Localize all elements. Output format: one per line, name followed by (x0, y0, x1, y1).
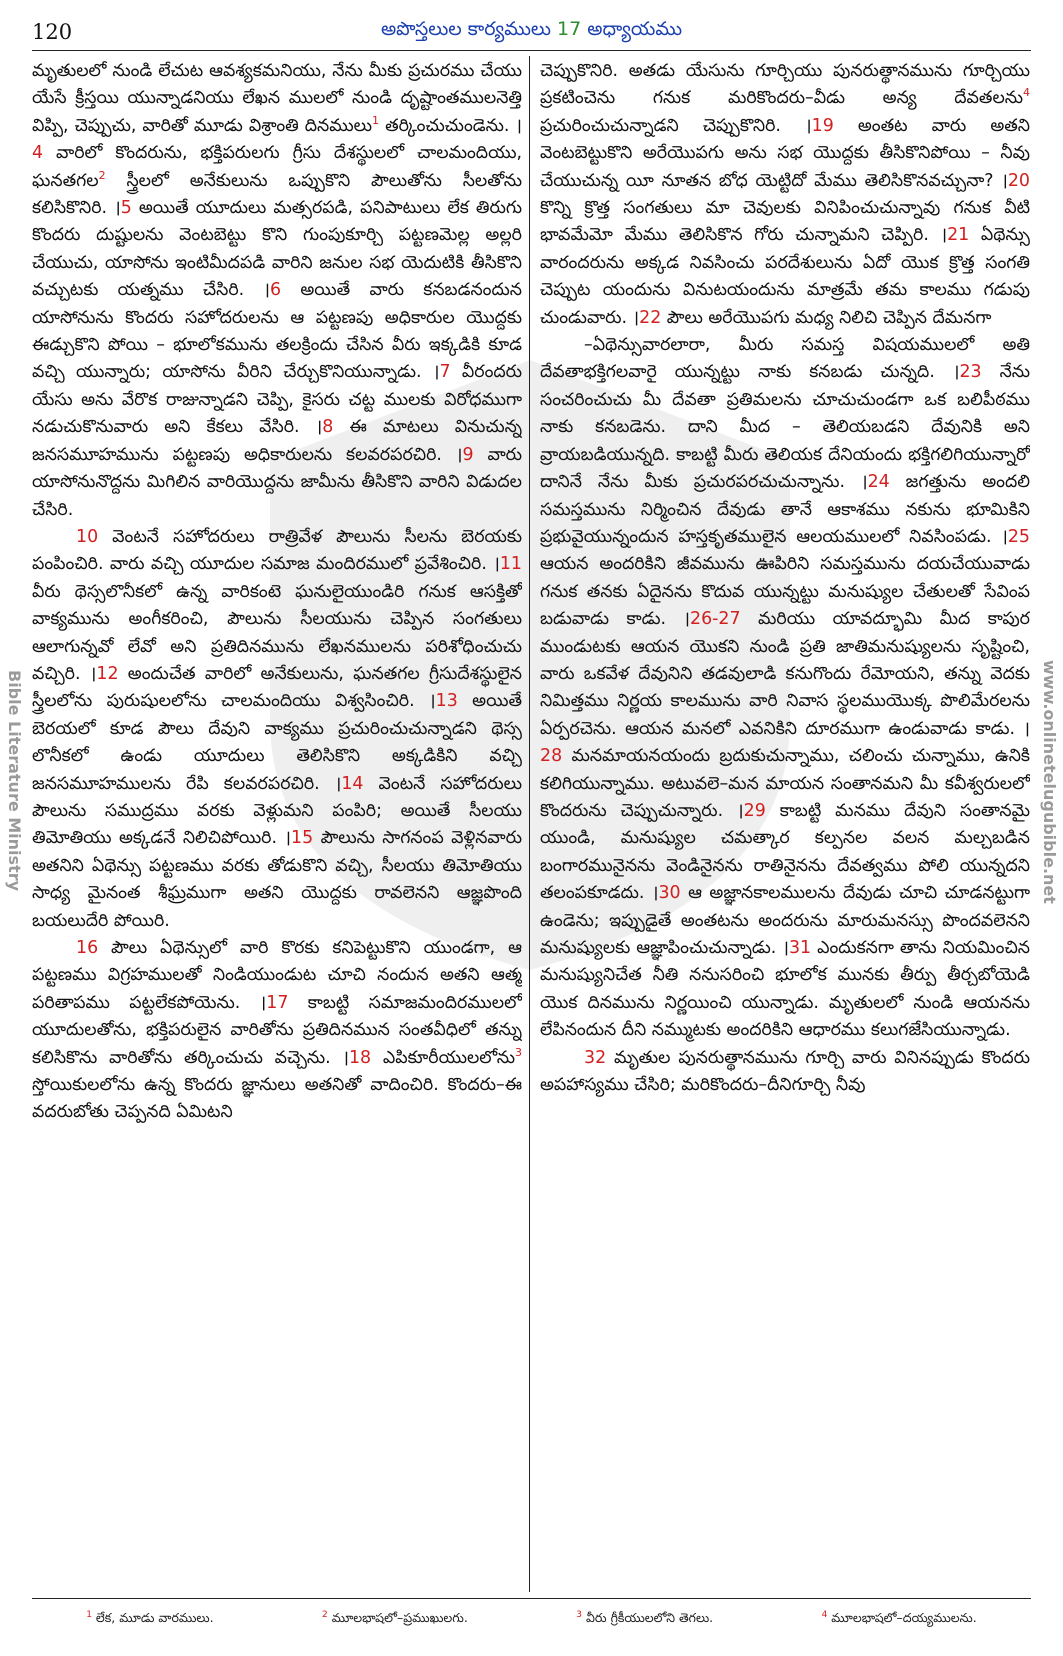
verse-number: 13 (435, 691, 458, 712)
verse-number: 5 (120, 198, 132, 219)
left-column (32, 58, 522, 1592)
verse-number: 12 (96, 663, 119, 684)
footnote-number: 4 (821, 1610, 828, 1620)
book-title: అపొస్తలుల కార్యములు (380, 18, 551, 40)
verse-number: 10 (76, 526, 99, 547)
column-divider (529, 56, 530, 1592)
verse-text: అందుచేత వారిలో అనేకులును, ఘనతగల గ్రీసుదేశస్థులైన స్త్రీలలోను పురుషులలోను చాలమందియు విశ్వసించిరి. । (32, 663, 522, 712)
paragraph (32, 58, 522, 524)
verse-text: ప్రచురించుచున్నాడని చెప్పుకొనిరి. । (540, 115, 812, 136)
verse-text: పౌలు అరేయొపగు మధ్య నిలిచి చెప్పిన దేమనగా (661, 307, 992, 328)
verse-text: –ఏథెన్సువారలారా, మీరు సమస్త విషయములలో అతి దేవతాభక్తిగలవారై యున్నట్టు నాకు కనబడు చున్నది. । (540, 335, 1030, 383)
side-label-left: Bible Literature Ministry (5, 670, 24, 892)
footer-rule (32, 1598, 1031, 1599)
verse-text: వెంటనే సహోదరులు రాత్రివేళ పౌలును సీలను బెరయకు పంపించిరి. వారు వచ్చి యూదుల సమాజ మందిరములో ప్రవేశించిరి. । (32, 526, 522, 575)
verse-number: 7 (439, 362, 451, 383)
verse-text: కాబట్టి మనము దేవుని సంతానమై యుండి, మనుష్యుల చమత్కార కల్పనల వలన మల్చబడిన బంగారమునైనను వెండినైనను రాతినైనను దేవత్వము పోలి యున్నదని తలంపకూడదు. । (540, 800, 1030, 904)
verse-text: స్తోయికులలోను ఉన్న కొందరు జ్ఞానులు అతనితో వాదించిరి. కొందరు–ఈ వదరుబోతు చెప్పనది ఏమిటని (32, 1075, 522, 1123)
side-label-right: www.onlinetelugubible.net (1040, 660, 1059, 904)
footnote-marker: 3 (514, 1045, 522, 1059)
verse-number: 26-27 (690, 609, 741, 630)
verse-number: 15 (291, 828, 314, 849)
verse-text: స్త్రీలలో అనేకులును ఒప్పుకొని పౌలుతోను సీలతోను కలిసికొనిరి. । (32, 170, 522, 219)
verse-text: పౌలు ఏథెన్సులో వారి కొరకు కనిపెట్టుకొని యుండగా, ఆ పట్టణము విగ్రహములతో నిండియుండుట చూచి నందున అతని ఆత్మ పరితాపము పట్టలేకపోయెను. । (32, 938, 522, 1013)
verse-number: 29 (743, 800, 766, 821)
verse-number: 30 (658, 883, 681, 904)
verse-text: మృతుల పునరుత్థానమును గూర్చి వారు వినినప్పుడు కొందరు అపహాస్యము చేసిరి; మరికొందరు–దీనిగూర్చి నీవు (540, 1047, 1030, 1096)
chapter-number: 17 (557, 18, 582, 40)
verse-number: 25 (1007, 526, 1030, 547)
verse-text: కొన్ని క్రొత్త సంగతులు మా చెవులకు వినిపించుచున్నావు గనుక వీటి భావమేమో మేము తెలిసికొన గోరు చున్నామని చెప్పిరి. । (540, 198, 1030, 246)
verse-text: ఎందుకనగా తాను నియమించిన మనుష్యునిచేత నీతి ననుసరించి భూలోక మునకు తీర్పు తీర్చబోయెడి యొక దినమును నిర్ణయించి యున్నాడు. మృతులలో నుండి ఆయనను లేపినందున దీని నమ్ముటకు అందరికిని ఆధారము కలుగజేసియున్నాడు. (540, 938, 1030, 1041)
footnote-marker: 4 (1023, 86, 1030, 100)
verse-number: 20 (1007, 170, 1030, 191)
footnote-text: లేక, మూడు వారములు. (91, 1610, 214, 1626)
paragraph (540, 58, 1030, 332)
verse-number: 17 (266, 992, 289, 1013)
paragraph (540, 1045, 1030, 1100)
running-title (0, 18, 1063, 45)
footnote-marker: 2 (98, 168, 106, 182)
footnote-number: 3 (576, 1610, 583, 1620)
verse-text: అయితే యూదులు మత్సరపడి, పనిపాటులు లేక తిరుగు కొందరు దుష్టులను వెంటబెట్టు కొని గుంపుకూర్చి పట్టణమెల్ల అల్లరి చేయుచు, యాసోను ఇంటిమీదపడి వారిని జనుల సభ యెదుటికి తీసికొని వచ్చుటకు యత్నము చేసిరి. । (32, 198, 522, 301)
verse-number: 16 (76, 938, 99, 958)
verse-number: 11 (499, 554, 522, 575)
verse-text: అంతట వారు అతని వెంటబెట్టుకొని అరేయొపగు అను సభ యొద్దకు తీసికొనిపోయి – నీవు చేయుచున్న యీ నూతన బోధ యెట్టిదో మేము తెలిసికొనవచ్చునా? । (540, 115, 1030, 191)
verse-number: 21 (947, 225, 970, 246)
footnote (322, 1610, 468, 1629)
footnote-number: 2 (322, 1610, 328, 1620)
header-rule (32, 50, 1031, 51)
verse-text: మృతులలో నుండి లేచుట ఆవశ్యకమనియు, నేను మీకు ప్రచురము చేయు యేసే క్రీస్తయి యున్నాడనియు లేఖన ములలో నుండి దృష్టాంతములనెత్తి విప్పి, చెప్పుచు, వారితో మూడు విశ్రాంతి దినములు (32, 61, 522, 136)
footnote-text: వీరు గ్రీకీయులలోని తెగలు. (582, 1610, 714, 1626)
verse-text: జగత్తును అందలి సమస్తమును నిర్మించిన దేవుడు తానే ఆకాశము నకును భూమికిని ప్రభువైయున్నందున హస్తకృతములైన ఆలయములలో నివసింపడు. । (540, 472, 1030, 547)
verse-text: ఈ మాటలు వినుచున్న జనసమూహమును పట్టణపు అధికారులను కలవరపరచిరి. । (32, 417, 522, 465)
verse-number: 18 (348, 1047, 372, 1068)
footnote-marker: 1 (372, 114, 380, 128)
footnote-text: మూలభాషలో–ప్రముఖులగు. (327, 1610, 468, 1626)
verse-number: 31 (788, 938, 812, 958)
footnote-text: మూలభాషలో–దయ్యములను. (827, 1610, 977, 1626)
paragraph (540, 332, 1030, 1045)
verse-text: వారు యాసోనునొద్దను మిగిలిన వారియొద్దను జామీను తీసికొని వారిని విడుదల చేసిరి. (32, 444, 522, 520)
verse-number: 22 (639, 307, 662, 328)
verse-text: ఎపికూరీయులలోను (371, 1047, 515, 1068)
verse-text: చెప్పుకొనిరి. అతడు యేసును గూర్చియు పునరుత్థానమును గూర్చియు ప్రకటించెను గనుక మరికొందరు–వీడు అన్య దేవతలను (540, 61, 1030, 109)
footnotes (32, 1610, 1031, 1629)
verse-number: 14 (341, 773, 364, 794)
footnote (822, 1610, 977, 1629)
paragraph (32, 524, 522, 935)
page-number: 120 (32, 20, 73, 44)
verse-text: పౌలును సాగనంప వెళ్లినవారు అతనిని ఏథెన్సు పట్టణము వరకు తోడుకొని వచ్చి, సీలయు తిమోతియు సాధ్య మైనంత శీఘ్రముగా అతని యొద్దకు రావలెనని ఆజ్ఞపొంది బయలుదేరి పోయిరి. (32, 828, 522, 931)
verse-text: వీరు థెస్సలొనీకలో ఉన్న వారికంటె ఘనులైయుండిరి గనుక ఆసక్తితో వాక్యమును అంగీకరించి, పౌలును సీలయును చెప్పిన సంగతులు ఆలాగున్నవో లేవో అని ప్రతిదినమును లేఖనములను పరిశోధించుచు వచ్చిరి. । (32, 581, 522, 684)
right-column (540, 58, 1030, 1592)
verse-number: 4 (32, 143, 44, 164)
verse-text: కాబట్టి సమాజమందిరములలో యూదులతోను, భక్తిపరులైన వారితోను ప్రతిదినమున సంతవీధిలో తన్ను కలిసికొను వారితోను తర్కించుచు వచ్చెను. । (32, 992, 522, 1068)
verse-number: 9 (462, 444, 474, 465)
chapter-word: అధ్యాయము (587, 18, 683, 40)
verse-text: వారిలో కొందరును, భక్తిపరులగు గ్రీసు దేశస్థులలో చాలమందియు, ఘనతగల (32, 143, 522, 191)
verse-text: మనమాయనయందు బ్రదుకుచున్నాము, చలించు చున్నాము, ఉనికి కలిగియున్నాము. అటువలె–మన మాయన సంతానమని మీ కవీశ్వరులలో కొందరును చెప్పుచున్నారు. । (540, 746, 1030, 821)
verse-number: 32 (584, 1047, 607, 1068)
verse-number: 24 (867, 472, 890, 493)
verse-text: వీరందరు యేసు అను వేరొక రాజున్నాడని చెప్పి, కైసరు చట్ట ములకు విరోధముగా నడుచుకొనువారు అని కేకలు వేసిరి. । (32, 362, 522, 438)
verse-text: అయితే వారు కనబడనందున యాసోనును కొందరు సహోదరులను ఆ పట్టణపు అధికారుల యొద్దకు ఈడ్చుకొని పోయి – భూలోకమును తలక్రిందు చేసిన వీరు ఇక్కడికి కూడ వచ్చి యున్నారు; యాసోను వీరిని చేర్చుకొనియున్నాడు. । (32, 280, 522, 383)
verse-text: ఆ అజ్ఞానకాలములను దేవుడు చూచి చూడనట్టుగా ఉండెను; ఇప్పుడైతే అంతటను అందరును మారుమనస్సు పొందవలెనని మనుష్యులకు ఆజ్ఞాపించుచున్నాడు. । (540, 883, 1030, 958)
verse-text: ఏథెన్సు వారందరును అక్కడ నివసించు పరదేశులును ఏదో యొక క్రొత్త సంగతి చెప్పుట యందును వినుటయందును మాత్రమే తమ కాలము గడుపు చుండువారు. । (540, 225, 1030, 328)
footnote-number: 1 (86, 1610, 92, 1620)
verse-number: 28 (540, 746, 563, 767)
paragraph (32, 935, 522, 1127)
verse-number: 6 (270, 280, 282, 301)
verse-number: 19 (811, 115, 834, 136)
verse-number: 8 (322, 417, 334, 438)
verse-number: 23 (959, 362, 982, 383)
footnote (576, 1610, 713, 1629)
verse-text: వెంటనే సహోదరులు పౌలును సముద్రము వరకు వెళ్లుమని పంపిరి; అయితే సీలయు తిమోతియు అక్కడనే నిలిచిపోయిరి. । (32, 773, 522, 849)
verse-text: తర్కించుచుండెను. । (379, 115, 522, 136)
verse-text: నేను సంచరించుచు మీ దేవతా ప్రతిమలను చూచుచుండగా ఒక బలిపీఠము నాకు కనబడెను. దాని మీద – తెలియబడని దేవునికి అని వ్రాయబడియున్నది. కాబట్టి మీరు తెలియక దేనియందు భక్తిగలిగియున్నారో దానినే నేను మీకు ప్రచురపరచుచున్నాను. । (540, 362, 1030, 493)
verse-text: ఆయన అందరికిని జీవమును ఊపిరిని సమస్తమును దయచేయువాడు గనుక తనకు ఏదైనను కొదువ యున్నట్టు మనుష్యుల చేతులతో సేవింప బడువాడు కాడు. । (540, 554, 1030, 630)
footnote (86, 1610, 213, 1629)
verse-text: అయితే బెరయలో కూడ పౌలు దేవుని వాక్యము ప్రచురించుచున్నాడని థెస్స లొనీకలో ఉండు యూదులు తెలిసికొని అక్కడికిని వచ్చి జనసమూహములను రేపి కలవరపరచిరి. । (32, 691, 522, 794)
verse-text: మరియు యావద్భూమి మీద కాపుర ముండుటకు ఆయన యొకని నుండి ప్రతి జాతిమనుష్యులను సృష్టించి, వారు ఒకవేళ దేవునిని తడవులాడి కనుగొందు రేమోయని, తన్ను వెదకు నిమిత్తము నిర్ణయ కాలమును వారి నివాస స్థలముయొక్క పొలిమేరలను ఏర్పరచెను. ఆయన మనలో ఎవనికిని దూరముగా ఉండువాడు కాడు. । (540, 609, 1030, 739)
